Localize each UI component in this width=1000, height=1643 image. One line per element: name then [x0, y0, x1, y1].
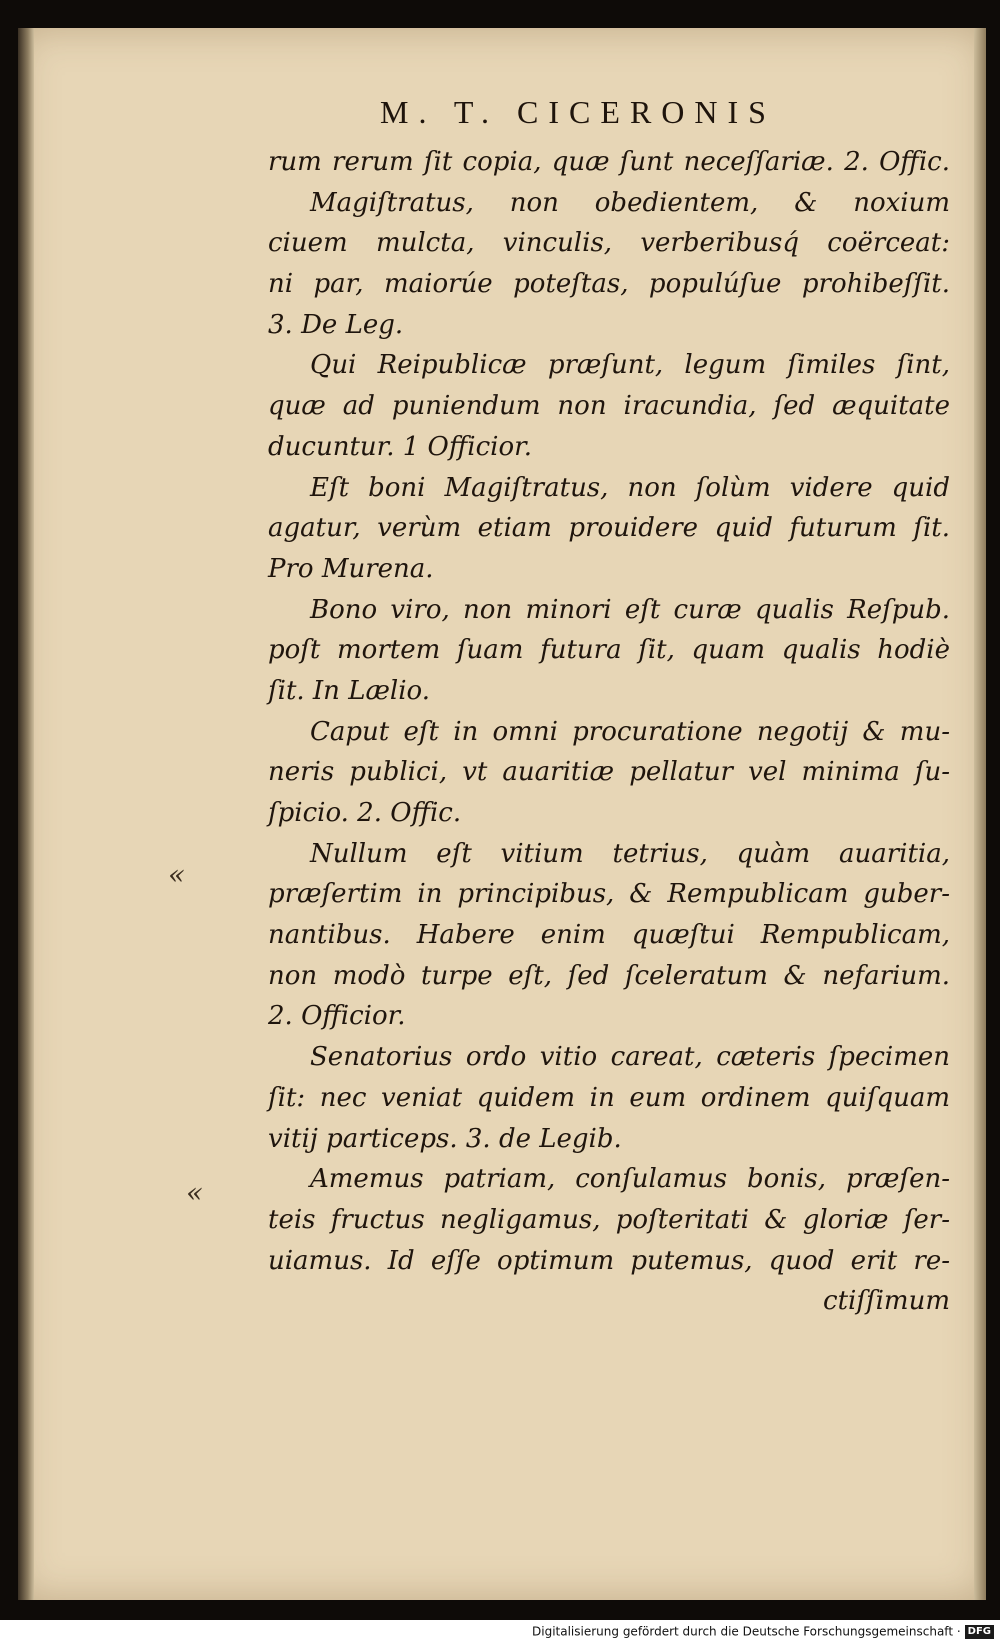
dfg-logo: DFG — [965, 1625, 994, 1639]
text-line: Qui Reipublicæ præſunt, legum ſimiles ſint, — [310, 350, 950, 381]
text-line: Pro Murena. — [268, 553, 434, 584]
text-line: Magiſtratus, non obedientem, & noxium — [310, 187, 950, 218]
margin-quote-mark: « — [168, 858, 186, 891]
text-line: Amemus patriam, conſulamus bonis, præſen- — [310, 1164, 950, 1195]
text-line: præſertim in principibus, & Rempublicam guber- — [268, 879, 950, 910]
text-line: ſpicio. 2. Offic. — [268, 798, 462, 828]
text-line: neris publici, vt auaritiæ pellatur vel minima ſu- — [268, 757, 950, 788]
text-line: Bono viro, non minori eſt curæ qualis Reſpub. — [310, 594, 950, 625]
text-line: ſit. In Lælio. — [268, 675, 430, 706]
text-line: Nullum eſt vitium tetrius, quàm auaritia, — [310, 838, 950, 869]
footer-text: Digitalisierung gefördert durch die Deutsche Forschungsgemeinschaft · — [532, 1624, 961, 1639]
text-line: Senatorius ordo vitio careat, cæteris ſpecimen — [310, 1042, 950, 1073]
text-line: nantibus. Habere enim quæſtui Rempublicam, — [268, 920, 950, 951]
text-line: 2. Officior. — [268, 1001, 406, 1032]
text-line: rum rerum ſit copia, quæ ſunt neceſſariæ. 2. Offic. — [268, 147, 950, 177]
page-fore-edge — [974, 28, 986, 1600]
text-line: quæ ad puniendum non iracundia, ſed æquitate — [268, 391, 950, 422]
text-line: teis fructus negligamus, poſteritati & gloriæ ſer- — [268, 1204, 950, 1235]
text-line: ſit: nec veniat quidem in eum ordinem quiſquam — [268, 1082, 950, 1113]
text-line: 3. De Leg. — [268, 309, 404, 340]
text-line: Caput eſt in omni procuratione negotij & mu- — [310, 716, 950, 747]
text-line: Eſt boni Magiſtratus, non ſolùm videre quid — [310, 472, 950, 503]
text-block — [268, 142, 950, 1322]
text-line: vitij particeps. 3. de Legib. — [268, 1123, 622, 1154]
text-line: ciuem mulcta, vinculis, verberibusq́ coërceat: — [268, 228, 950, 259]
footer-bar — [0, 1620, 1000, 1642]
text-line: non modò turpe eſt, ſed ſceleratum & nefarium. — [268, 960, 950, 991]
text-line: poſt mortem ſuam futura ſit, quam qualis hodiè — [268, 635, 950, 666]
running-head: M. T. CICERONIS — [380, 94, 776, 130]
text-line: uiamus. Id eſſe optimum putemus, quod erit re- — [268, 1245, 950, 1276]
catchword: ctiſſimum — [823, 1286, 950, 1317]
text-line: ni par, maiorúe poteſtas, populúſue prohibeſſit. — [268, 269, 950, 300]
margin-quote-mark: « — [186, 1176, 204, 1209]
text-line: ducuntur. 1 Officior. — [268, 431, 532, 462]
text-line: agatur, verùm etiam prouidere quid futurum ſit. — [268, 513, 950, 544]
binding-edge — [18, 28, 34, 1600]
